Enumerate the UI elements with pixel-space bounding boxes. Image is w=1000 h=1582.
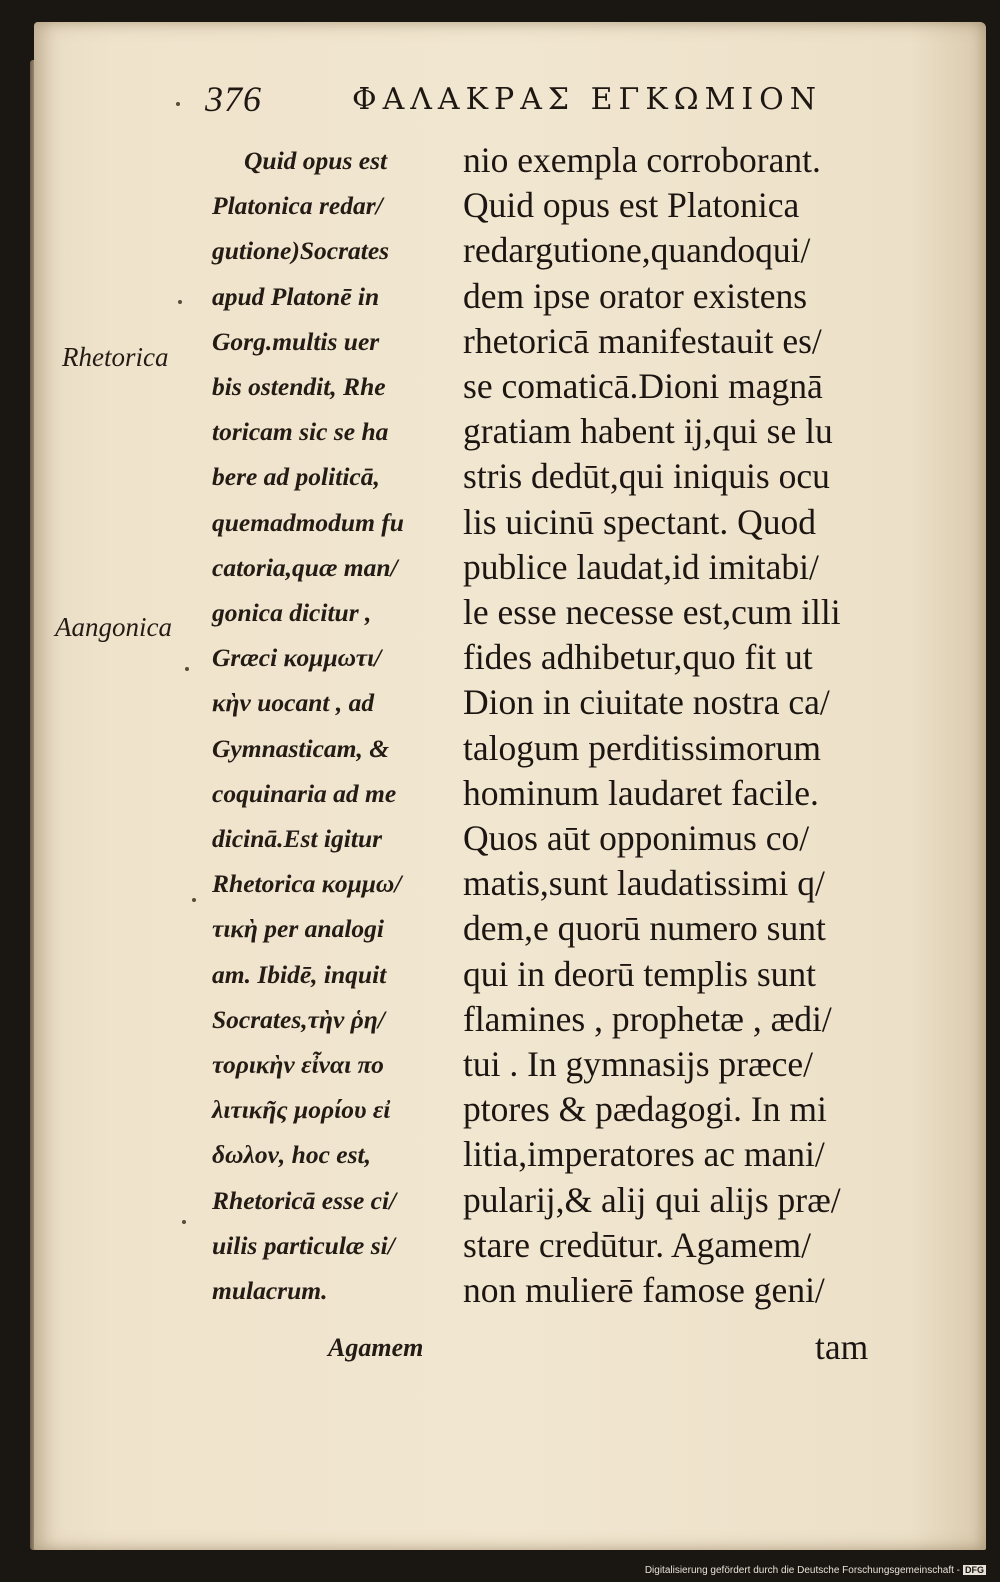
note-line: κὴν uocant , ad [212,688,375,718]
note-line: τορικὴν εἶναι πο [212,1050,384,1080]
text-line: lis uicinū spectant. Quod [463,501,816,542]
text-line: non mulierē famose geni/ [463,1270,825,1311]
body-catchword: tam [815,1327,869,1368]
note-line: Græci κομμωτι/ [212,643,382,673]
note-line: toricam sic se ha [212,417,389,447]
text-line: gratiam habent ij,qui se lu [463,411,833,452]
note-line: uilis particulæ si/ [212,1230,395,1260]
ink-speck [178,300,182,304]
main-text [463,138,933,1370]
note-line: catoria,quæ man/ [212,552,398,582]
text-line: matis,sunt laudatissimi q/ [463,863,825,904]
note-line: coquinaria ad me [212,778,397,808]
note-line: Gorg.multis uer [212,326,380,356]
side-word-rhetorica: Rhetorica [62,342,169,372]
text-line: se comaticā.Dioni magnā [463,366,823,407]
text-line: qui in deorū templis sunt [463,953,817,994]
text-line: flamines , prophetæ , ædi/ [463,998,832,1039]
ink-speck [182,1220,186,1224]
notes-catchword: Agamem [328,1333,424,1363]
page-header [0,70,1000,130]
note-line: Platonica redar/ [212,191,383,221]
note-line: gutione)Socrates [212,236,390,266]
note-line: Socrates,τὴν ῥη/ [212,1004,385,1034]
side-word-aangonica: Aangonica [55,612,172,642]
note-line: Gymnasticam, & [212,733,390,763]
note-line: λιτικῆς μορίου εἰ [212,1095,391,1125]
text-line: publice laudat,id imitabi/ [463,546,819,587]
note-line: am. Ibidē, inquit [212,959,387,989]
text-line: fides adhibetur,quo fit ut [463,637,813,678]
note-line: bis ostendit, Rhe [212,372,386,402]
text-line: Quos aūt opponimus co/ [463,818,810,859]
text-line: tui . In gymnasijs præce/ [463,1044,814,1085]
note-line: Rhetoricā esse ci/ [212,1185,397,1215]
note-line: τικὴ per analogi [212,914,385,944]
note-line: bere ad politicā, [212,462,380,492]
dfg-logo: DFG [965,1565,984,1575]
text-line: pularij,& alij qui alijs præ/ [463,1179,841,1220]
note-line: mulacrum. [212,1276,328,1306]
note-line: quemadmodum fu [212,507,404,537]
credit-text: Digitalisierung gefördert durch die Deutsche Forschungsgemeinschaft - [644,1565,960,1576]
digitization-credit [645,1565,986,1576]
marginal-notes [212,138,457,1370]
running-head: ΦΑΛΑΚΡΑΣ ΕΓΚΩΜΙΟΝ [352,82,823,117]
ink-speck [192,898,196,902]
text-line: redargutione,quandoqui/ [463,230,811,271]
page-number: 376 [205,79,262,119]
note-line: apud Platonē in [212,281,380,311]
note-line: Quid opus est [244,146,388,175]
note-line: δωλον, hoc est, [212,1140,371,1170]
text-line: rhetoricā manifestauit es/ [463,320,822,361]
text-line: Quid opus est Platonica [463,185,800,226]
text-line: litia,imperatores ac mani/ [463,1134,825,1175]
text-line: Dion in ciuitate nostra ca/ [463,682,830,723]
ink-speck [185,667,189,671]
text-line: stris dedūt,qui iniquis ocu [463,456,830,497]
text-line: hominum laudaret facile. [463,772,819,813]
note-line: Rhetorica κομμω/ [212,869,402,899]
text-line: ptores & pædagogi. In mi [463,1089,827,1130]
text-line: dem ipse orator existens [463,275,808,316]
text-line: dem,e quorū numero sunt [463,908,826,949]
text-line: stare credūtur. Agamem/ [463,1224,811,1265]
text-line: le esse necesse est,cum illi [463,592,841,633]
text-line: talogum perditissimorum [463,727,821,768]
text-line: nio exempla corroborant. [463,140,821,180]
note-line: gonica dicitur , [212,598,372,628]
note-line: dicinā.Est igitur [212,824,383,854]
